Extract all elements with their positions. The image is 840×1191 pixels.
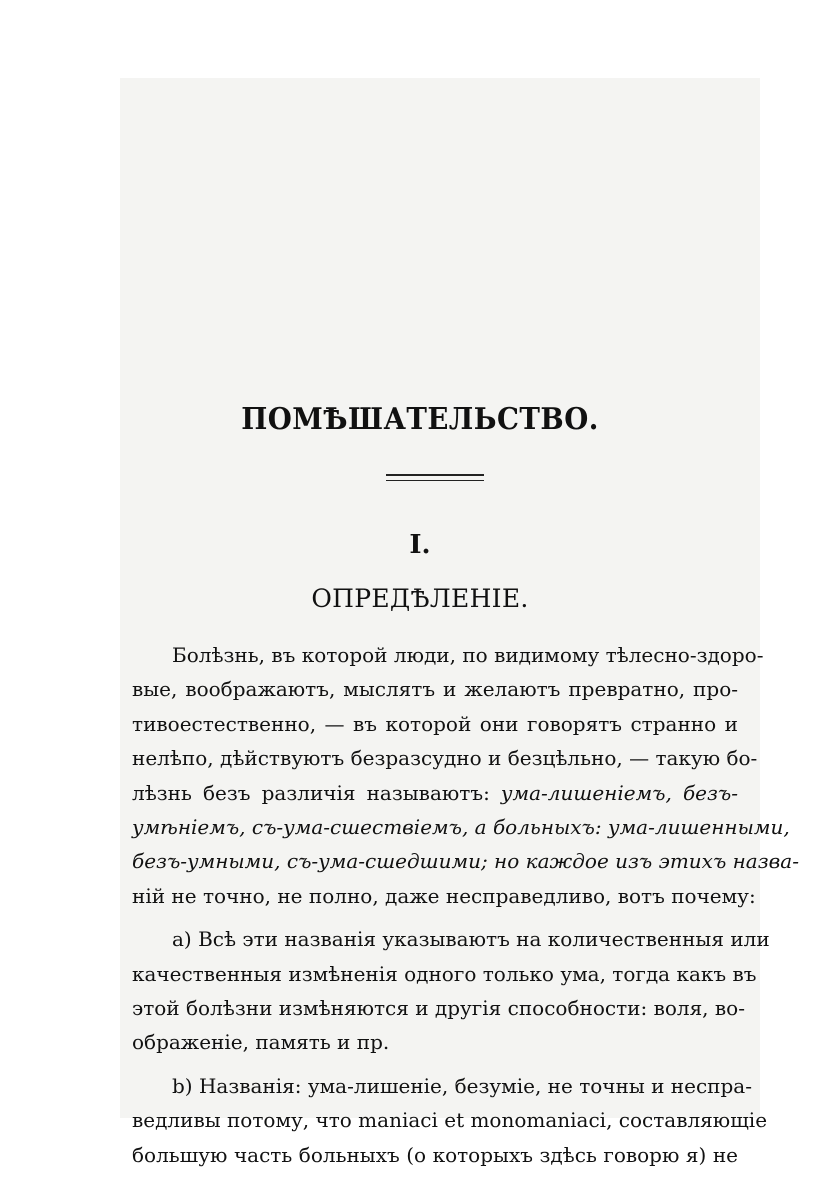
text-line: [132, 776, 738, 810]
text-line: этой болѣзни измѣняются и другія способности: воля, во-: [132, 996, 745, 1021]
text-line: ображеніе, память и пр.: [132, 1030, 390, 1055]
text-line: a) Всѣ эти названія указываютъ на количественныя или: [172, 927, 770, 952]
page-title: ПОМѢШАТЕЛЬСТВО.: [241, 402, 599, 437]
text-line: b) Названія: ума-лишеніе, безуміе, не точны и неспра-: [172, 1073, 752, 1098]
section-number: I.: [409, 530, 431, 560]
text-line: тивоестественно, — въ которой они говорятъ странно и: [132, 711, 738, 736]
text-line: качественныя измѣненія одного только ума, тогда какъ въ: [132, 961, 757, 986]
text-line: ведливы потому, что maniaci et monomaniaci, составляющіе: [132, 1108, 768, 1133]
text-line: [132, 844, 799, 878]
body-text: [132, 638, 799, 1172]
text-line: [132, 810, 790, 844]
text-segment: лѣзнь безъ различія называютъ:: [132, 780, 490, 805]
text-line: Болѣзнь, въ которой люди, по видимому тѣлесно-здоро-: [172, 643, 764, 667]
italic-term: безъ-: [682, 780, 739, 805]
text-line: большую часть больныхъ (о которыхъ здѣсь говорю я) не: [132, 1142, 738, 1167]
italic-term: ума-лишенными,: [608, 815, 790, 840]
text-line: нелѣпо, дѣйствуютъ безразсудно и безцѣльно, — такую бо-: [132, 746, 758, 771]
text-line: ній не точно, не полно, даже несправедливо, вотъ почему:: [132, 883, 756, 908]
italic-term: безъ-умными, съ-ума-сшедшими; но каждое изъ этихъ назва-: [132, 849, 799, 874]
text-line: вые, воображаютъ, мыслятъ и желаютъ превратно, про-: [132, 677, 738, 702]
italic-term: умѣніемъ, съ-ума-сшествіемъ, а больныхъ:: [132, 815, 602, 840]
title-divider: [386, 474, 484, 481]
italic-term: ума-лишеніемъ,: [500, 780, 672, 805]
section-heading: ОПРЕДѢЛЕНІЕ.: [311, 584, 529, 613]
